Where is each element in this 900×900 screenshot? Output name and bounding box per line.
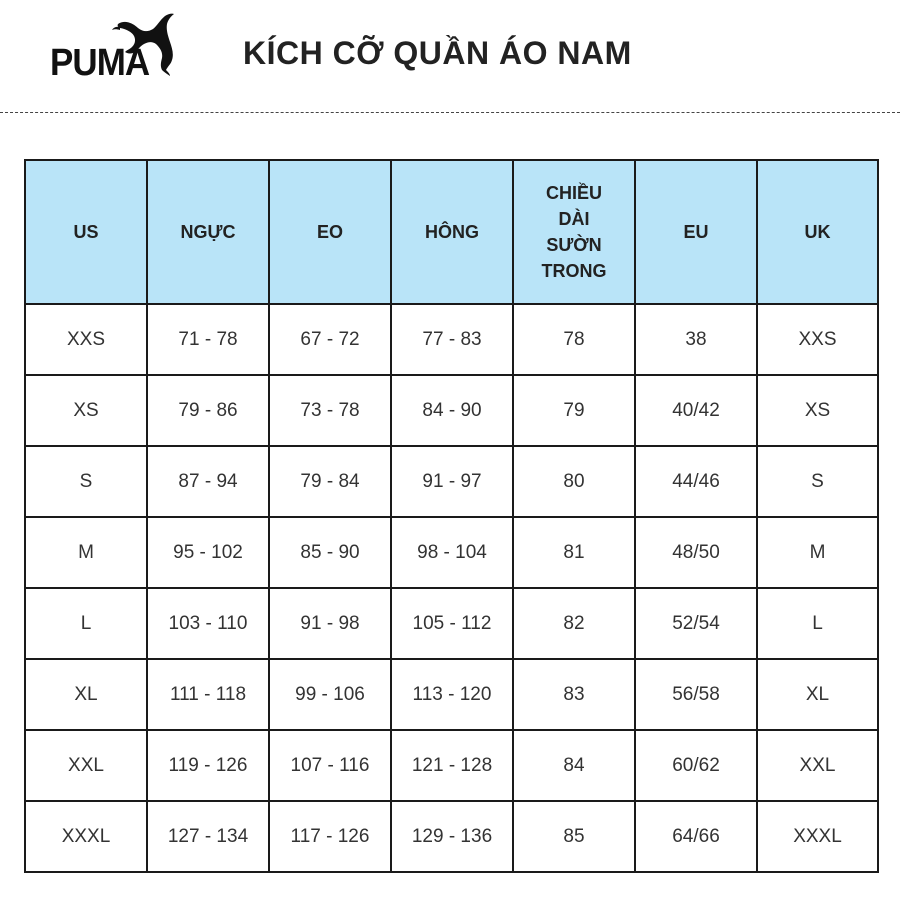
size-table (24, 159, 879, 873)
cell-chest: 127 - 134 (147, 801, 269, 872)
table-row (25, 730, 878, 801)
cell-inseam: 81 (513, 517, 635, 588)
cell-hip: 121 - 128 (391, 730, 513, 801)
cell-hip: 105 - 112 (391, 588, 513, 659)
column-header-inseam-line: CHIỀU (545, 182, 602, 203)
table-row (25, 304, 878, 375)
table-row (25, 375, 878, 446)
cell-us: XXS (25, 304, 147, 375)
cell-eu: 40/42 (635, 375, 757, 446)
cell-waist: 99 - 106 (269, 659, 391, 730)
cell-hip: 77 - 83 (391, 304, 513, 375)
table-row (25, 446, 878, 517)
brand-wordmark: PUMA (50, 42, 150, 84)
column-header-uk: UK (757, 160, 878, 304)
cell-eu: 38 (635, 304, 757, 375)
cell-chest: 111 - 118 (147, 659, 269, 730)
cell-chest: 87 - 94 (147, 446, 269, 517)
cell-uk: XXL (757, 730, 878, 801)
dashed-divider (0, 112, 900, 113)
cell-hip: 113 - 120 (391, 659, 513, 730)
column-header-inseam-line: TRONG (541, 261, 607, 282)
column-header-hip: HÔNG (391, 160, 513, 304)
cell-eu: 48/50 (635, 517, 757, 588)
table-row (25, 588, 878, 659)
cell-us: XXL (25, 730, 147, 801)
cell-hip: 91 - 97 (391, 446, 513, 517)
cell-waist: 73 - 78 (269, 375, 391, 446)
cell-waist: 79 - 84 (269, 446, 391, 517)
cell-eu: 60/62 (635, 730, 757, 801)
table-body (25, 304, 878, 872)
cell-uk: M (757, 517, 878, 588)
cell-eu: 44/46 (635, 446, 757, 517)
cell-hip: 129 - 136 (391, 801, 513, 872)
cell-uk: XXXL (757, 801, 878, 872)
cell-chest: 95 - 102 (147, 517, 269, 588)
cell-eu: 64/66 (635, 801, 757, 872)
table-header-row (25, 160, 878, 304)
column-header-waist: EO (269, 160, 391, 304)
cell-uk: XXS (757, 304, 878, 375)
column-header-inseam (513, 160, 635, 304)
cell-chest: 79 - 86 (147, 375, 269, 446)
column-header-chest: NGỰC (147, 160, 269, 304)
cell-inseam: 85 (513, 801, 635, 872)
puma-logo (50, 10, 180, 84)
cell-uk: XL (757, 659, 878, 730)
cell-waist: 107 - 116 (269, 730, 391, 801)
cell-uk: S (757, 446, 878, 517)
cell-inseam: 84 (513, 730, 635, 801)
cell-hip: 98 - 104 (391, 517, 513, 588)
cell-inseam: 79 (513, 375, 635, 446)
table-row (25, 801, 878, 872)
cell-chest: 119 - 126 (147, 730, 269, 801)
column-header-inseam-line: DÀI (558, 208, 590, 229)
cell-inseam: 82 (513, 588, 635, 659)
cell-chest: 103 - 110 (147, 588, 269, 659)
table-row (25, 517, 878, 588)
cell-uk: XS (757, 375, 878, 446)
page-title: KÍCH CỠ QUẦN ÁO NAM (243, 35, 632, 71)
column-header-eu: EU (635, 160, 757, 304)
cell-waist: 85 - 90 (269, 517, 391, 588)
cell-waist: 67 - 72 (269, 304, 391, 375)
cell-eu: 52/54 (635, 588, 757, 659)
cell-inseam: 78 (513, 304, 635, 375)
cell-us: XS (25, 375, 147, 446)
cell-us: L (25, 588, 147, 659)
column-header-inseam-line: SƯỜN (546, 235, 602, 255)
table-row (25, 659, 878, 730)
cell-eu: 56/58 (635, 659, 757, 730)
cell-waist: 91 - 98 (269, 588, 391, 659)
cell-uk: L (757, 588, 878, 659)
cell-chest: 71 - 78 (147, 304, 269, 375)
cell-hip: 84 - 90 (391, 375, 513, 446)
cell-inseam: 80 (513, 446, 635, 517)
cell-waist: 117 - 126 (269, 801, 391, 872)
cell-inseam: 83 (513, 659, 635, 730)
column-header-us: US (25, 160, 147, 304)
cell-us: XL (25, 659, 147, 730)
cell-us: S (25, 446, 147, 517)
cell-us: M (25, 517, 147, 588)
cell-us: XXXL (25, 801, 147, 872)
